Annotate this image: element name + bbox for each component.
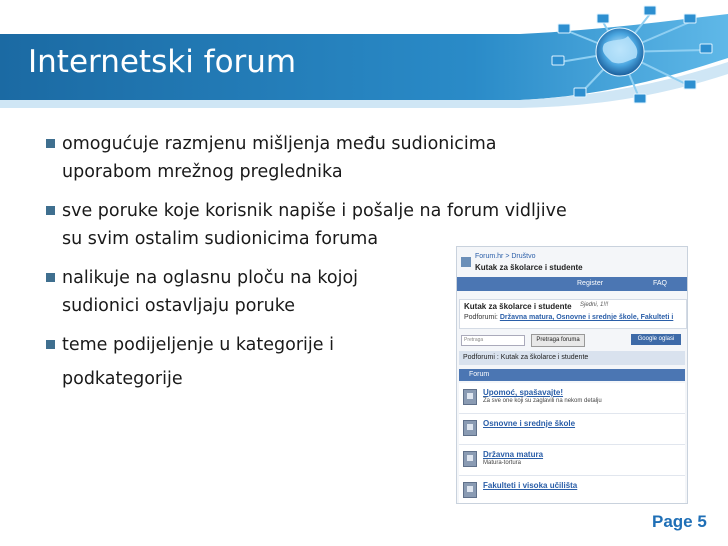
subforum-desc: Matura-tortura bbox=[483, 460, 522, 466]
faq-link[interactable]: FAQ bbox=[653, 280, 668, 287]
folder-icon bbox=[463, 389, 477, 405]
folder-icon bbox=[463, 451, 477, 467]
folder-icon bbox=[463, 420, 477, 436]
table-row[interactable] bbox=[459, 445, 685, 476]
title-band bbox=[0, 0, 728, 108]
forum-column-label: Forum bbox=[469, 371, 490, 378]
panel-users: Sjedni, 1!!! bbox=[580, 302, 609, 308]
subforums-label: Podforumi: bbox=[464, 314, 498, 321]
bullet-line: sudionici ostavljaju poruke bbox=[62, 296, 295, 316]
subforum-link[interactable]: Osnovne i srednje škole bbox=[483, 419, 576, 428]
bullet-line: uporabom mrežnog preglednika bbox=[62, 162, 343, 182]
forum-info-panel bbox=[459, 299, 687, 329]
subforums-line bbox=[464, 314, 673, 321]
search-input[interactable]: Pretraga bbox=[461, 335, 525, 346]
subforum-desc: Za sve one koji su zaglavili na nekom detalju bbox=[483, 398, 602, 404]
search-forum-button[interactable]: Pretraga foruma bbox=[531, 334, 585, 347]
subforum-link[interactable]: Fakulteti i visoka učilišta bbox=[483, 481, 578, 490]
bullet-line: sve poruke koje korisnik napiše i pošalje na forum vidljive bbox=[62, 201, 567, 221]
bullet-line: omogućuje razmjenu mišljenja među sudionicima bbox=[62, 134, 497, 154]
forum-name: Kutak za školarce i studente bbox=[475, 263, 583, 272]
bullet-line: su svim ostalim sudionicima foruma bbox=[62, 229, 379, 249]
bullet-item bbox=[44, 130, 644, 186]
table-row[interactable] bbox=[459, 476, 685, 504]
forum-navbar bbox=[457, 277, 687, 291]
bullet-line: teme podijeljenje u kategorije i bbox=[62, 335, 334, 355]
page-number: Page 5 bbox=[652, 512, 707, 531]
google-ads-button[interactable]: Google oglasi bbox=[631, 334, 681, 345]
forum-screenshot bbox=[456, 246, 688, 504]
table-row[interactable] bbox=[459, 383, 685, 414]
forum-search-bar bbox=[459, 333, 685, 347]
folder-icon bbox=[463, 482, 477, 498]
panel-title: Kutak za školarce i studente bbox=[464, 302, 572, 311]
bullet-line: nalikuje na oglasnu ploču na kojoj bbox=[62, 268, 359, 288]
bullet-item bbox=[44, 197, 644, 253]
slide-title: Internetski forum bbox=[28, 44, 297, 80]
forum-breadcrumb bbox=[461, 251, 683, 275]
subforum-link[interactable]: Upomoć, spašavajte! bbox=[483, 388, 564, 397]
bullet-line: podkategorije bbox=[62, 369, 183, 389]
subforum-header-label: Podforumi : Kutak za školarce i studente bbox=[463, 354, 589, 361]
subforum-link[interactable]: Državna matura bbox=[483, 450, 544, 459]
register-link[interactable]: Register bbox=[577, 280, 604, 287]
subforum-header bbox=[459, 351, 685, 365]
forum-column-band bbox=[459, 369, 685, 381]
breadcrumb-link[interactable]: Forum.hr > Društvo bbox=[475, 253, 536, 260]
forum-home-icon[interactable] bbox=[461, 257, 471, 267]
table-row[interactable] bbox=[459, 414, 685, 445]
subforums-links[interactable]: Državna matura, Osnovne i srednje škole, Fakulteti i bbox=[499, 314, 674, 321]
